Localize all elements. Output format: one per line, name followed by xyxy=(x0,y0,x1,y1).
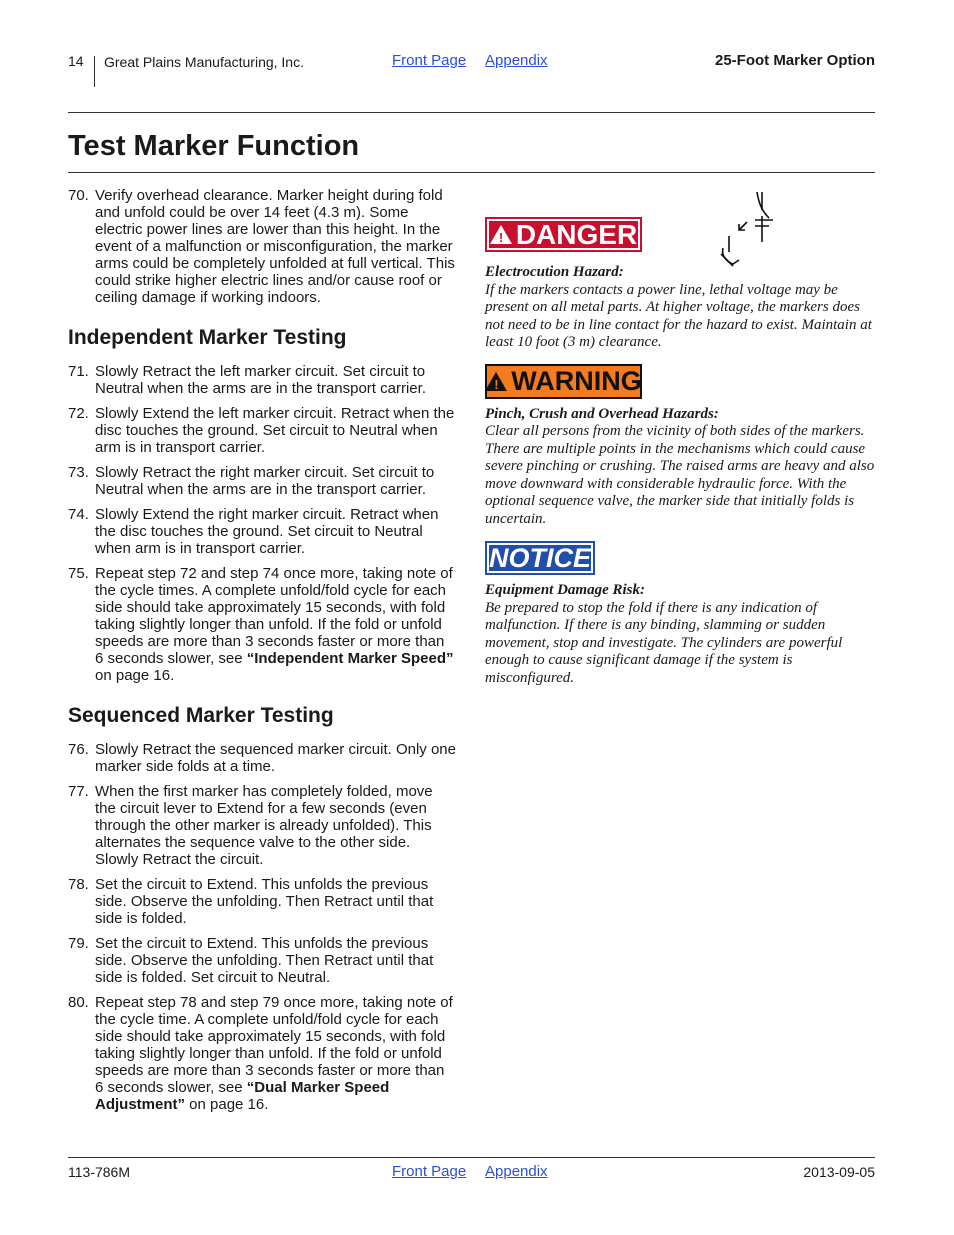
step-77 xyxy=(68,783,456,868)
step-text: Set the circuit to Extend. This unfolds the previous side. Observe the unfolding. Then Retract until that side is folded. Set circuit to Neutral. xyxy=(95,935,434,986)
danger-hazard: Electrocution Hazard: xyxy=(485,264,624,280)
step-71 xyxy=(68,363,456,397)
notice-message xyxy=(485,582,877,687)
step-number: 75. xyxy=(68,565,89,582)
step-text: Set the circuit to Extend. This unfolds the previous side. Observe the unfolding. Then Retract until that side is folded. xyxy=(95,876,434,927)
notice-sign xyxy=(485,541,595,575)
step-number: 71. xyxy=(68,363,89,380)
danger-sign xyxy=(485,217,642,252)
step-72 xyxy=(68,405,456,456)
header-appendix-link[interactable]: Appendix xyxy=(485,52,548,69)
header-rule xyxy=(68,112,875,113)
danger-row xyxy=(485,190,877,262)
step-text: When the first marker has completely folded, move the circuit lever to Extend for a few seconds (even through the other marker is already unfolded). This alternates the sequence valve to the other side. Slowly Retract the circuit. xyxy=(95,783,433,868)
warning-message xyxy=(485,406,877,529)
footer-appendix-link[interactable]: Appendix xyxy=(485,1163,548,1180)
step-text: Verify overhead clearance. Marker height during fold and unfold could be over 14 feet (4.3 m). Some electric power lines are lower than this height. In the event of a malfunction or misconfiguration, the marker arms could be completely unfolded at full vertical. This could strike higher electric lines and/or cause roof or ceiling damage if working indoors. xyxy=(95,187,455,306)
cross-reference-link[interactable]: “Independent Marker Speed” xyxy=(246,650,454,667)
step-text-tail: on page 16. xyxy=(185,1096,269,1113)
sequenced-heading: Sequenced Marker Testing xyxy=(68,704,334,727)
step-75 xyxy=(68,565,456,684)
footer-rule xyxy=(68,1157,875,1158)
warning-text: Clear all persons from the vicinity of both sides of the markers. There are multiple points in the mechanisms which could cause severe pinching or crushing. The raised arms are heavy and also move downward with considerable hydraulic force. With the optional sequence valve, the marker side that initially folds is uncertain. xyxy=(485,423,875,527)
warning-sign xyxy=(485,364,642,399)
step-number: 80. xyxy=(68,994,89,1011)
step-70 xyxy=(68,187,456,306)
header-front-page-link[interactable]: Front Page xyxy=(392,52,467,69)
warning-hazard: Pinch, Crush and Overhead Hazards: xyxy=(485,405,719,422)
notice-hazard: Equipment Damage Risk: xyxy=(485,582,646,598)
step-78 xyxy=(68,876,456,927)
step-text xyxy=(95,994,456,1113)
step-number: 72. xyxy=(68,405,89,422)
step-74 xyxy=(68,506,456,557)
step-number: 79. xyxy=(68,935,89,952)
independent-heading: Independent Marker Testing xyxy=(68,326,347,349)
step-text: Slowly Retract the left marker circuit. Set circuit to Neutral when the arms are in the transport carrier. xyxy=(95,363,426,397)
step-text: Slowly Extend the left marker circuit. Retract when the disc touches the ground. Set circuit to Neutral when arm is in transport carrier. xyxy=(95,405,455,456)
step-number: 78. xyxy=(68,876,89,893)
notice-label: NOTICE xyxy=(488,542,591,573)
notice-text: Be prepared to stop the fold if there is any indication of malfunction. If there is any binding, slamming or sudden movement, stop and investigate. The cylinders are powerful enough to cause significant damage if the system is misconfigured. xyxy=(485,599,843,686)
step-number: 77. xyxy=(68,783,89,800)
document-number: 113-786M xyxy=(68,1164,131,1180)
power-line-icon xyxy=(717,190,777,272)
step-80 xyxy=(68,994,456,1113)
step-76 xyxy=(68,741,456,775)
step-number: 70. xyxy=(68,187,89,204)
warning-label: WARNING xyxy=(511,365,642,396)
danger-message xyxy=(485,264,877,352)
danger-label: DANGER xyxy=(515,218,638,250)
step-text: Slowly Extend the right marker circuit. Retract when the disc touches the ground. Set circuit to Neutral when arm is in transport carrier. xyxy=(95,506,439,557)
step-73 xyxy=(68,464,456,498)
step-text: Slowly Retract the sequenced marker circuit. Only one marker side folds at a time. xyxy=(95,741,456,775)
alert-triangle-icon: ! xyxy=(485,372,507,391)
step-text-body: Repeat step 78 and step 79 once more, taking note of the cycle time. A complete unfold/fold cycle for each side should take approximately 15 seconds, with fold taking slightly longer than unfold. If the fold or unfold speeds are more than 3 seconds faster or more than 6 seconds slower, see xyxy=(95,994,453,1096)
step-text xyxy=(95,565,456,684)
step-text-tail: on page 16. xyxy=(95,667,175,684)
footer-front-page-link[interactable]: Front Page xyxy=(392,1163,467,1180)
step-text: Slowly Retract the right marker circuit. Set circuit to Neutral when the arms are in the transport carrier. xyxy=(95,464,435,498)
publication-date: 2013-09-05 xyxy=(803,1164,875,1180)
safety-column xyxy=(485,190,877,687)
step-text-body: Repeat step 72 and step 74 once more, taking note of the cycle times. A complete unfold/fold cycle for each side should take approximately 15 seconds, with fold taking slightly longer than unfold. If the fold or unfold speeds are more than 3 seconds faster or more than 6 seconds slower, see xyxy=(95,565,453,667)
page-title: Test Marker Function xyxy=(68,130,360,162)
step-number: 74. xyxy=(68,506,89,523)
page-number: 14 xyxy=(68,53,84,69)
step-79 xyxy=(68,935,456,986)
section-title: 25-Foot Marker Option xyxy=(714,52,875,69)
alert-triangle-icon: ! xyxy=(490,225,512,244)
company-name: Great Plains Manufacturing, Inc. xyxy=(104,54,304,70)
cross-reference-link[interactable]: “Dual Marker Speed Adjustment” xyxy=(95,1079,390,1113)
instructions-column xyxy=(68,187,456,1121)
title-rule xyxy=(68,172,875,173)
danger-text: If the markers contacts a power line, lethal voltage may be present on all metal parts. At higher voltage, the markers does not need to be in line contact for the hazard to exist. Maintain at least 10 foot (3 m) clearance. xyxy=(485,281,872,350)
header-divider xyxy=(94,56,95,87)
step-number: 76. xyxy=(68,741,89,758)
step-number: 73. xyxy=(68,464,89,481)
